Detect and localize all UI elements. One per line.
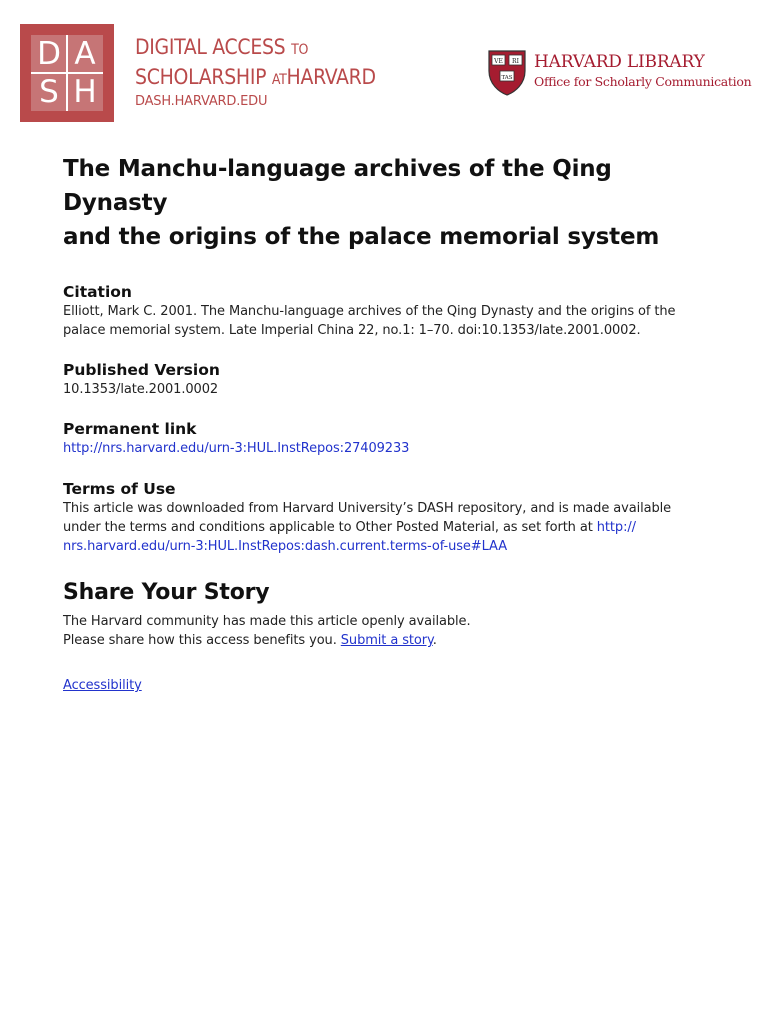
terms-link-part1[interactable]: http:// [596, 520, 636, 535]
dash-url: DASH.HARVARD.EDU [135, 94, 268, 109]
terms-line2: under the terms and conditions applicable to Other Posted Material, as set forth at [63, 520, 593, 535]
citation-line1: Elliott, Mark C. 2001. The Manchu-language archives of the Qing Dynasty and the origins of the [63, 304, 676, 319]
accessibility-row [63, 676, 713, 695]
dash-logo-letter-a: A [74, 36, 96, 72]
terms-link-part2[interactable]: nrs.harvard.edu/urn-3:HUL.InstRepos:dash.current.terms-of-use#LAA [63, 539, 507, 554]
article-title [63, 152, 713, 254]
share-line2-end: . [432, 633, 437, 648]
terms-line1: This article was downloaded from Harvard University’s DASH repository, and is made available [63, 501, 672, 516]
share-line1: The Harvard community has made this article openly available. [63, 614, 471, 629]
dash-wordmark-scholarship: SCHOLARSHIP [135, 65, 267, 89]
dash-logo-letter-h: H [73, 74, 97, 110]
dash-wordmark-line1 [135, 34, 376, 64]
shield-text-ri: RI [512, 58, 519, 65]
published-version-value: 10.1353/late.2001.0002 [63, 382, 219, 397]
dash-logo-letter-s: S [39, 74, 59, 110]
citation-heading: Citation [63, 283, 132, 301]
permanent-link-heading: Permanent link [63, 420, 197, 438]
dash-wordmark-line2 [135, 64, 376, 94]
citation-line2: palace memorial system. Late Imperial China 22, no.1: 1–70. doi:10.1353/late.2001.0002. [63, 323, 641, 338]
dash-logo-letter-d: D [37, 36, 61, 72]
share-line2: Please share how this access benefits you. [63, 633, 337, 648]
harvard-shield-icon [487, 49, 527, 97]
dash-wordmark-harvard: HARVARD [286, 65, 376, 89]
submit-story-link[interactable]: Submit a story [340, 633, 433, 648]
permanent-link[interactable]: http://nrs.harvard.edu/urn-3:HUL.InstRepos:27409233 [63, 441, 410, 456]
shield-text-tas: TAS [501, 75, 513, 81]
dash-logo [20, 24, 114, 122]
cover-sheet-content [63, 152, 713, 695]
article-title-line1: The Manchu-language archives of the Qing Dynasty [63, 156, 612, 216]
share-your-story-heading: Share Your Story [63, 580, 270, 605]
accessibility-link[interactable]: Accessibility [63, 678, 142, 693]
terms-of-use-heading: Terms of Use [63, 480, 176, 498]
harvard-library-name: HARVARD LIBRARY [534, 52, 705, 72]
terms-of-use-text [63, 499, 713, 556]
dash-wordmark-digital-access: DIGITAL ACCESS [135, 35, 286, 59]
permanent-link-row [63, 439, 713, 458]
published-version-heading: Published Version [63, 361, 220, 379]
share-text [63, 612, 713, 650]
dash-logo-grid [31, 35, 103, 111]
shield-text-ve: VE [494, 58, 503, 65]
dash-wordmark [135, 34, 376, 94]
citation-text [63, 302, 713, 340]
article-title-line2: and the origins of the palace memorial system [63, 224, 660, 250]
dash-wordmark-to: TO [291, 42, 309, 58]
dash-logo-divider-vertical [66, 35, 68, 111]
harvard-library-office: Office for Scholarly Communication [534, 74, 752, 89]
dash-wordmark-at: AT [271, 72, 287, 88]
